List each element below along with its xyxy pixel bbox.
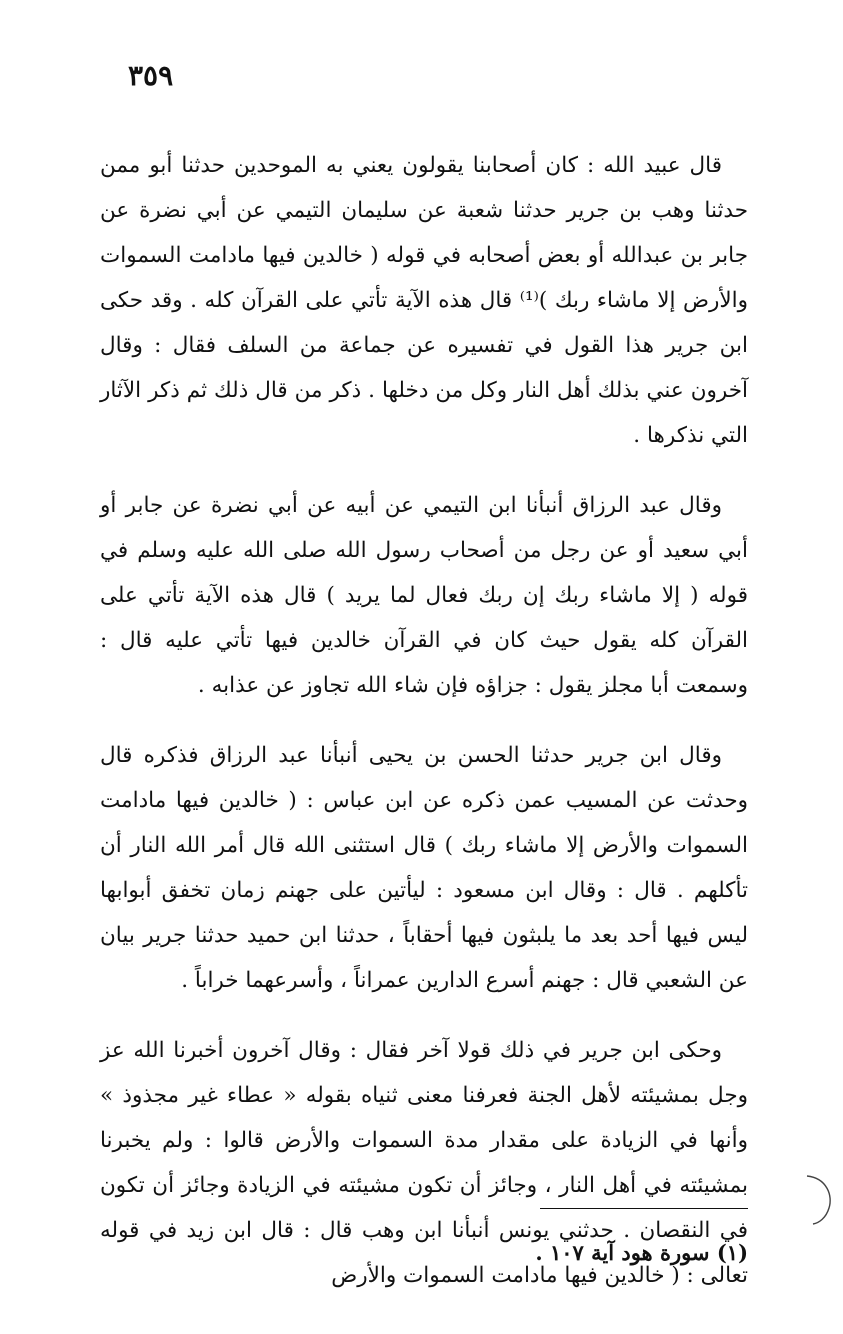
paragraph-2: وقال عبد الرزاق أنبأنا ابن التيمي عن أبيه عن أبي نضرة عن جابر أو أبي سعيد أو عن رجل من أصحاب رسول الله صلى الله عليه وسلم في قوله ( إلا ماشاء ربك إن ربك فعال لما يريد ) قال هذه الآية تأتي على القرآن كله يقول حيث كان في القرآن خالدين فيها تأتي عليه قال : وسمعت أبا مجلز يقول : جزاؤه فإن شاء الله تجاوز عن عذابه . — [100, 493, 748, 698]
paragraph-4: وحكى ابن جرير في ذلك قولا آخر فقال : وقال آخرون أخبرنا الله عز وجل بمشيئته لأهل الجنة فعرفنا معنى ثنياه بقوله « عطاء غير مجذوذ » وأنها في الزيادة على مقدار مدة السموات والأرض قالوا : ولم يخبرنا بمشيئته في أهل النار ، وجائز أن تكون مشيئته في الزيادة وجائز أن تكون في النقصان . حدثني يونس أنبأنا ابن وهب قال : قال ابن زيد في قوله تعالى : ( خالدين فيها مادامت السموات والأرض — [100, 1038, 748, 1288]
footnote-separator — [540, 1208, 748, 1209]
main-text — [100, 143, 748, 1298]
paragraph-1: قال عبيد الله : كان أصحابنا يقولون يعني به الموحدين حدثنا أبو ممن حدثنا وهب بن جرير حدثنا شعبة عن سليمان التيمي عن أبي نضرة عن جابر بن عبدالله أو بعض أصحابه في قوله ( خالدين فيها مادامت السموات والأرض إلا ماشاء ربك )⁽¹⁾ قال هذه الآية تأتي على القرآن كله . وقد حكى ابن جرير هذا القول في تفسيره عن جماعة من السلف فقال : وقال آخرون عني بذلك أهل النار وكل من دخلها . ذكر من قال ذلك ثم ذكر الآثار التي نذكرها . — [100, 153, 748, 448]
footnote: (١) سورة هود آية ١٠٧ . — [535, 1240, 748, 1265]
page-number: ٣٥٩ — [128, 59, 174, 92]
paragraph-3: وقال ابن جرير حدثنا الحسن بن يحيى أنبأنا عبد الرزاق فذكره قال وحدثت عن المسيب عمن ذكره عن ابن عباس : ( خالدين فيها مادامت السموات والأرض إلا ماشاء ربك ) قال استثنى الله قال أمر الله النار أن تأكلهم . قال : وقال ابن مسعود : ليأتين على جهنم زمان تخفق أبوابها ليس فيها أحد بعد ما يلبثون فيها أحقاباً ، حدثنا ابن حميد حدثنا جرير بيان عن الشعبي قال : جهنم أسرع الدارين عمراناً ، وأسرعهما خراباً . — [100, 743, 748, 993]
binding-curve-icon — [805, 1168, 835, 1228]
